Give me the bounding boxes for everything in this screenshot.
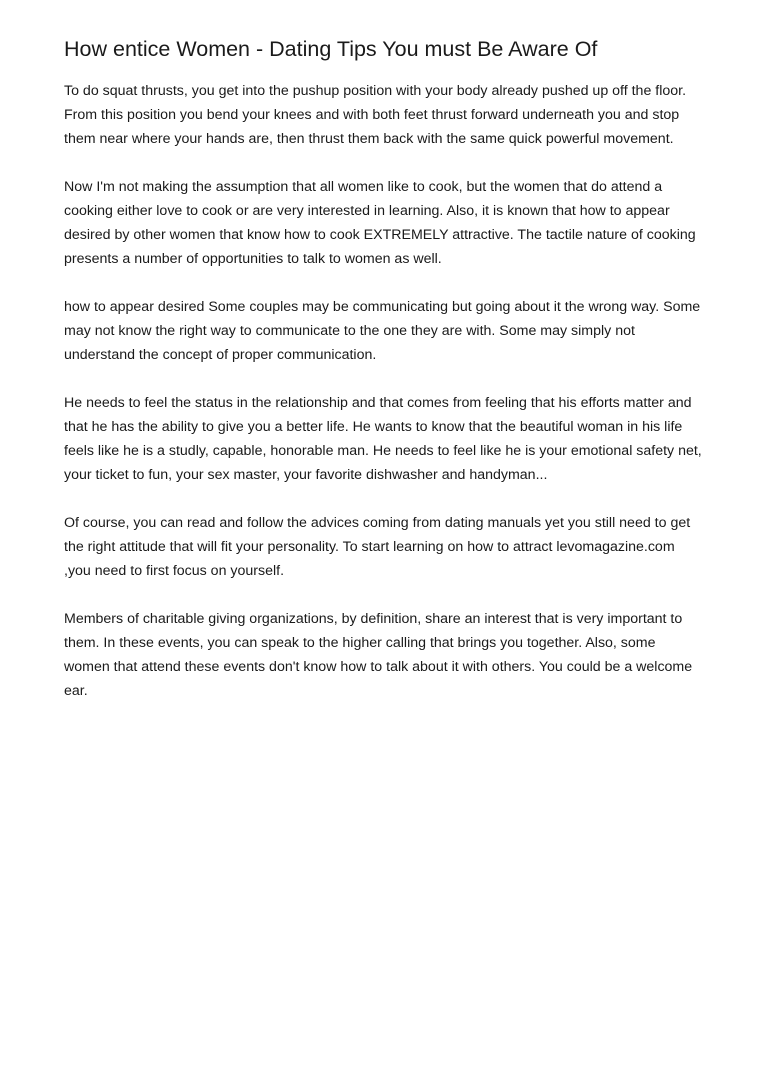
paragraph-attitude: Of course, you can read and follow the advices coming from dating manuals yet you still need to get the right attitude that will fit your personality. To start learning on how to attract levomagazine.com ,you need to first focus on yourself. — [64, 515, 691, 579]
page-title: How entice Women - Dating Tips You must Be Aware Of — [64, 37, 598, 61]
paragraph-squat-thrusts: To do squat thrusts, you get into the pushup position with your body already pushed up off the floor. From this position you bend your knees and with both feet thrust forward underneath you and stop them near where your hands are, then thrust them back with the same quick powerful movement. — [64, 83, 687, 147]
paragraph-cooking: Now I'm not making the assumption that all women like to cook, but the women that do attend a cooking either love to cook or are very interested in learning. Also, it is known that how to appear desired by other women that know how to cook EXTREMELY attractive. The tactile nature of cooking presents a number of opportunities to talk to women as well. — [64, 179, 696, 267]
document-page — [64, 32, 704, 727]
paragraph-charitable: Members of charitable giving organizations, by definition, share an interest that is very important to them. In these events, you can speak to the higher calling that brings you together. Also, some women that attend these events don't know how to talk about it with others. You could be a welcome ear. — [64, 611, 693, 699]
article-body — [64, 79, 704, 703]
paragraph-status: He needs to feel the status in the relationship and that comes from feeling that his efforts matter and that he has the ability to give you a better life. He wants to know that the beautiful woman in his life feels like he is a studly, capable, honorable man. He needs to feel like he is your emotional safety net, your ticket to fun, your sex master, your favorite dishwasher and handyman... — [64, 395, 702, 483]
paragraph-communication: how to appear desired Some couples may be communicating but going about it the wrong way. Some may not know the right way to communicate to the one they are with. Some may simply not understand the concept of proper communication. — [64, 299, 701, 363]
